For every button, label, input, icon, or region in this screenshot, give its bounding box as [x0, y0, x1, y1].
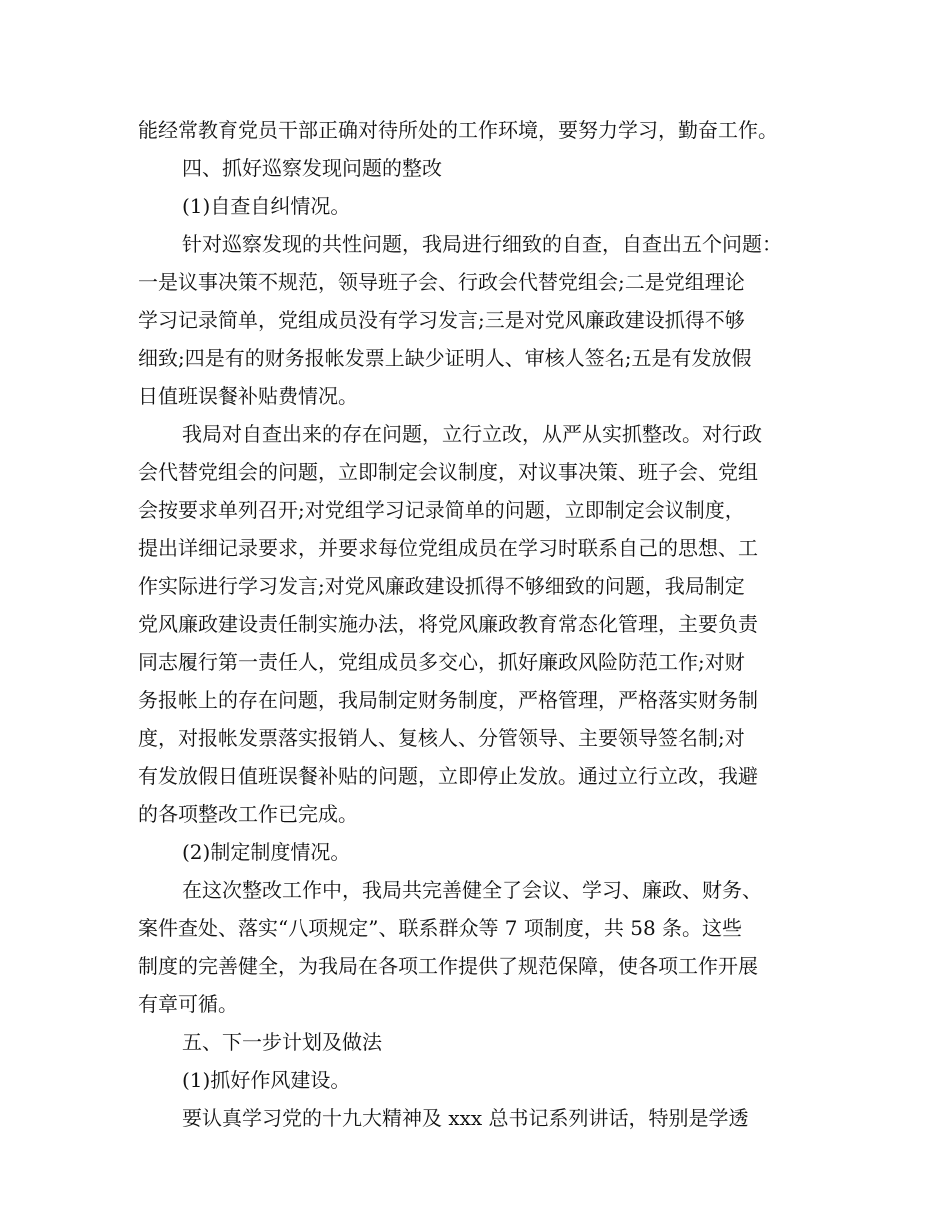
text-line: 制度的完善健全，为我局在各项工作提供了规范保障，使各项工作开展	[138, 954, 758, 978]
text-line: 在这次整改工作中，我局共完善健全了会议、学习、廉政、财务、	[182, 878, 762, 902]
text-line: 我局对自查出来的存在问题，立行立改，从严从实抓整改。对行政	[182, 422, 762, 446]
document-body	[138, 111, 838, 1137]
text-line: 同志履行第一责任人，党组成员多交心，抓好廉政风险防范工作;对财	[138, 650, 745, 674]
text-line: 学习记录简单，党组成员没有学习发言;三是对党风廉政建设抓得不够	[138, 308, 745, 332]
subsection-heading: (1)抓好作风建设。	[182, 1068, 351, 1092]
text-line: 一是议事决策不规范，领导班子会、行政会代替党组会;二是党组理论	[138, 270, 745, 294]
text-line: 针对巡察发现的共性问题，我局进行细致的自查，自查出五个问题：	[182, 232, 782, 256]
text-line: 要认真学习党的十九大精神及 xxx 总书记系列讲话，特别是学透	[182, 1106, 749, 1130]
text-line: 党风廉政建设责任制实施办法，将党风廉政教育常态化管理，主要负责	[138, 612, 758, 636]
text-line: 度，对报帐发票落实报销人、复核人、分管领导、主要领导签名制;对	[138, 726, 745, 750]
text-line: 案件查处、落实“八项规定”、联系群众等 7 项制度，共 58 条。这些	[138, 916, 743, 940]
text-line: 有章可循。	[138, 992, 238, 1016]
text-line: 的各项整改工作已完成。	[138, 802, 358, 826]
text-line: 有发放假日值班误餐补贴的问题，立即停止发放。通过立行立改，我避	[138, 764, 758, 788]
section-heading: 四、抓好巡察发现问题的整改	[182, 156, 442, 180]
text-line: 日值班误餐补贴费情况。	[138, 384, 358, 408]
subsection-heading: (1)自查自纠情况。	[182, 194, 351, 218]
text-line: 会按要求单列召开;对党组学习记录简单的问题，立即制定会议制度，	[138, 498, 745, 522]
text-line: 细致;四是有的财务报帐发票上缺少证明人、审核人签名;五是有发放假	[138, 346, 752, 370]
text-line: 作实际进行学习发言;对党风廉政建设抓得不够细致的问题，我局制定	[138, 574, 745, 598]
text-line: 能经常教育党员干部正确对待所处的工作环境，要努力学习，勤奋工作。	[138, 118, 778, 142]
text-line: 务报帐上的存在问题，我局制定财务制度，严格管理，严格落实财务制	[138, 688, 758, 712]
text-line: 会代替党组会的问题，立即制定会议制度，对议事决策、班子会、党组	[138, 460, 758, 484]
section-heading: 五、下一步计划及做法	[182, 1030, 382, 1054]
subsection-heading: (2)制定制度情况。	[182, 840, 351, 864]
text-line: 提出详细记录要求，并要求每位党组成员在学习时联系自己的思想、工	[138, 536, 758, 560]
